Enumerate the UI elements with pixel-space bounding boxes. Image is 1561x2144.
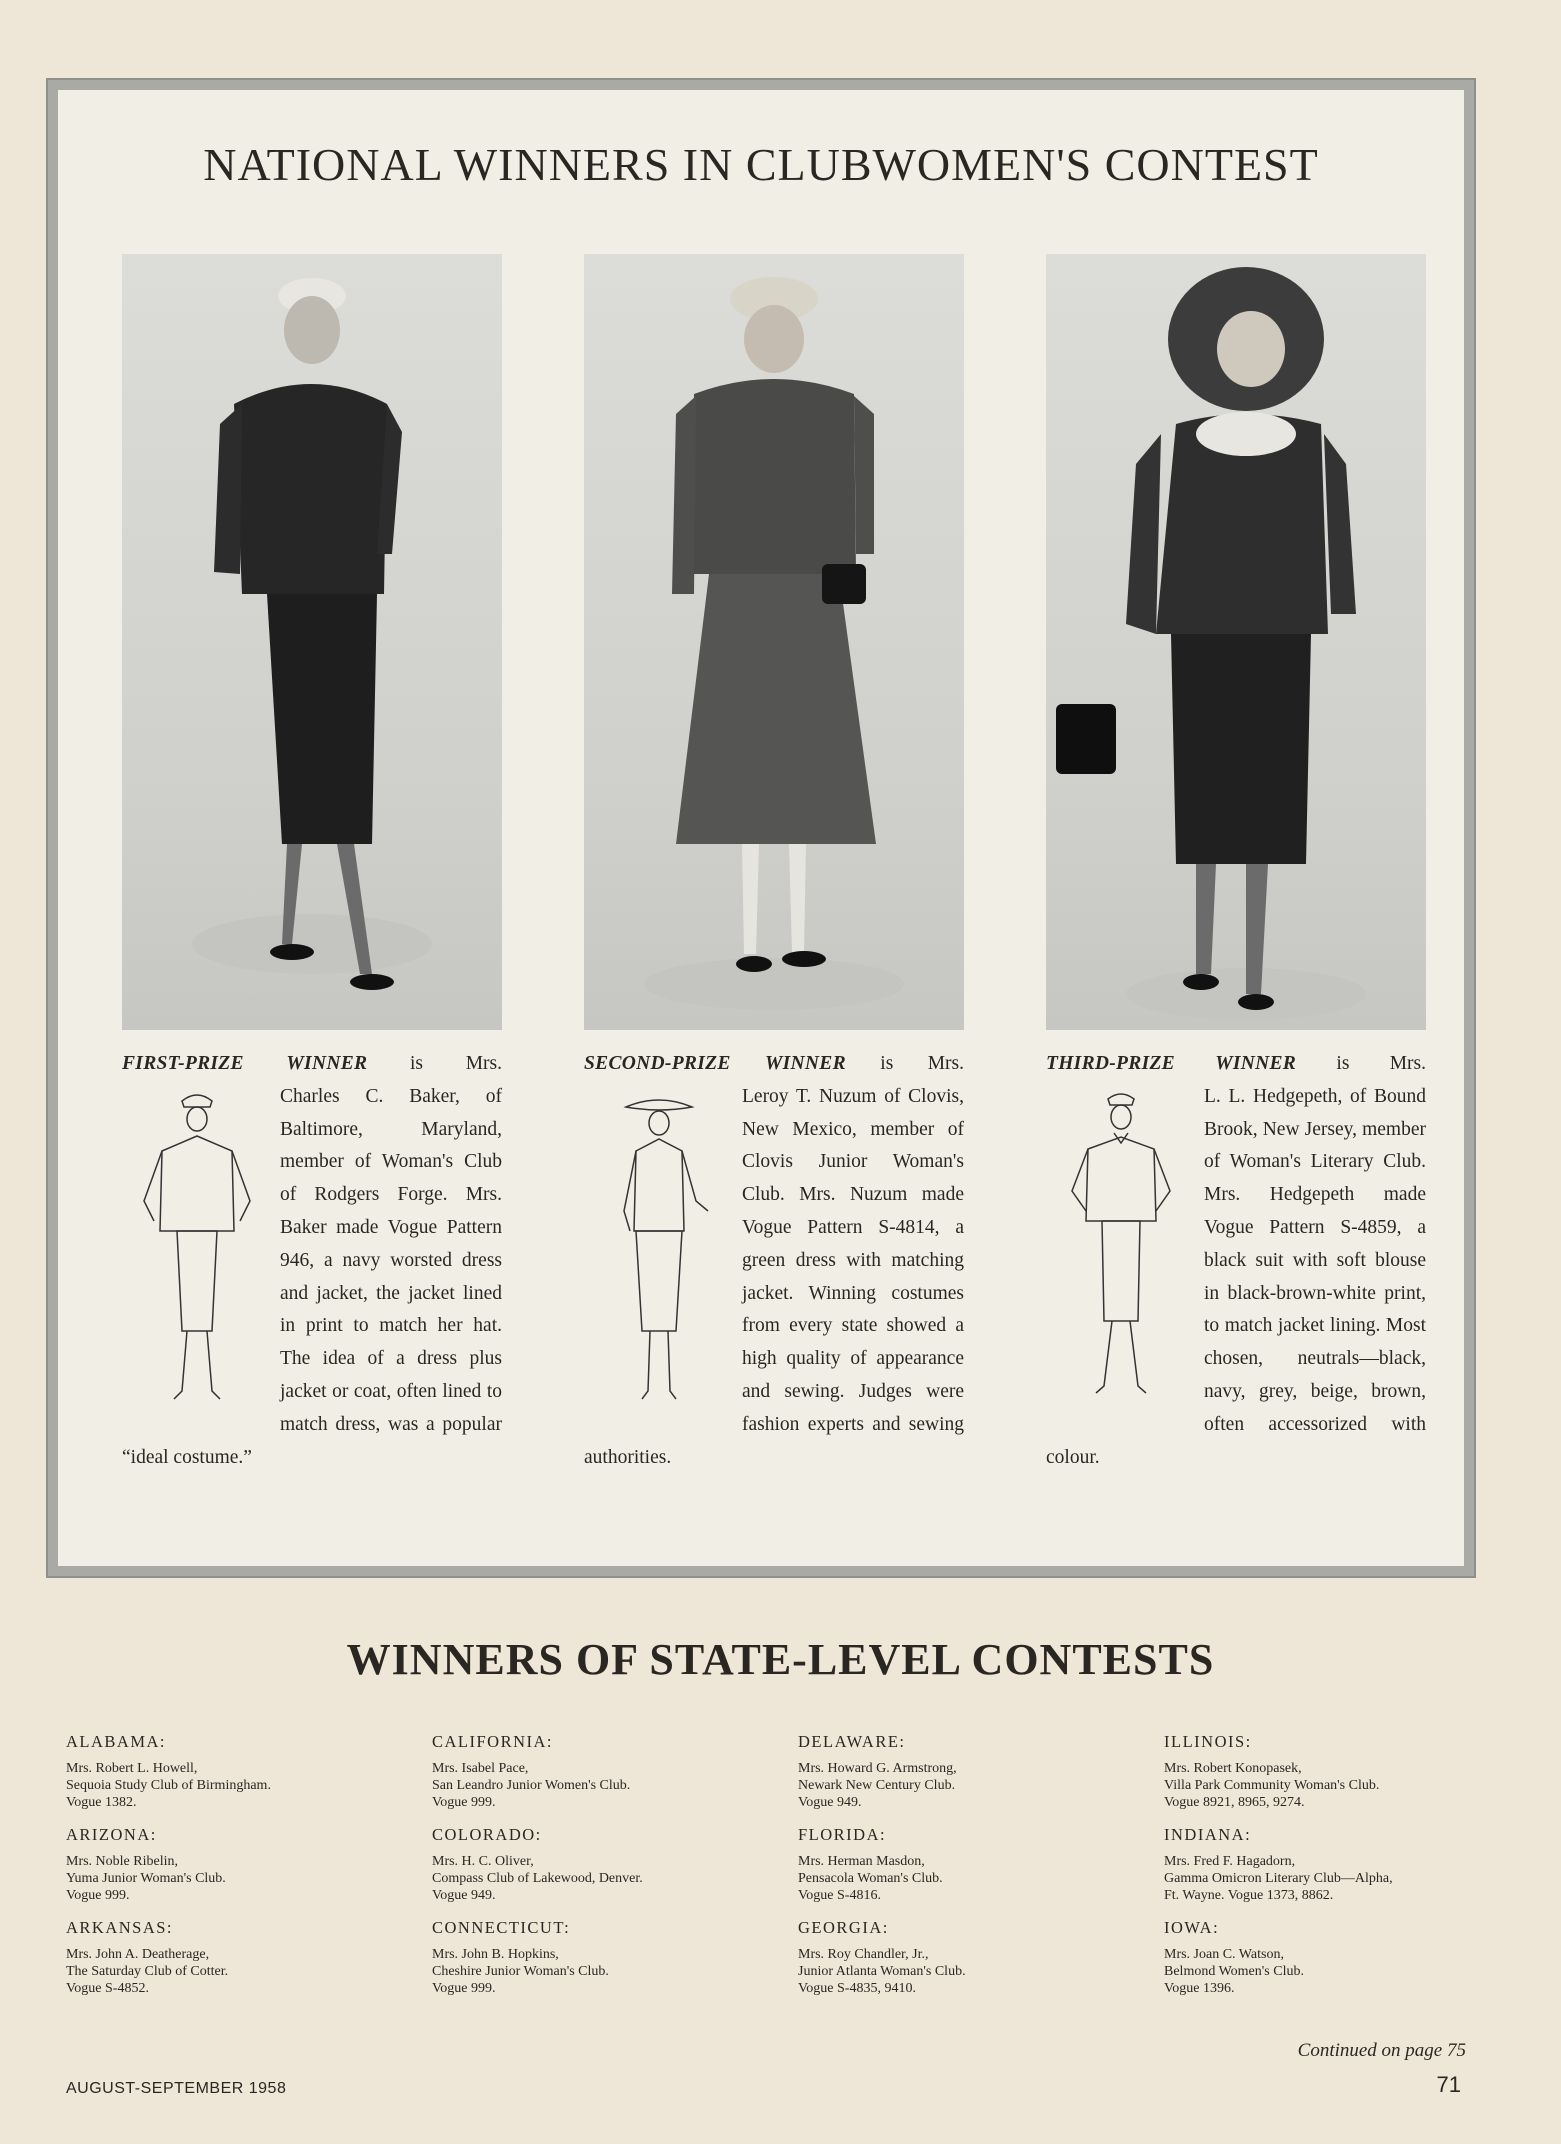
- state-line: Mrs. Joan C. Watson,: [1164, 1947, 1284, 1962]
- state-line: Sequoia Study Club of Birmingham.: [66, 1778, 271, 1793]
- state-line: Vogue S-4835, 9410.: [798, 1981, 916, 1996]
- state-entry: [66, 1825, 406, 1904]
- state-entry: [1164, 1918, 1504, 1997]
- third-prize-caption: [1046, 1048, 1426, 1474]
- second-prize-is: is Mrs.: [880, 1053, 965, 1074]
- state-line: Vogue 949.: [432, 1888, 496, 1903]
- state-line: Villa Park Community Woman's Club.: [1164, 1778, 1380, 1793]
- national-winners-panel: [58, 90, 1464, 1566]
- state-line: Vogue S-4852.: [66, 1981, 149, 1996]
- first-prize-heading: FIRST-PRIZE WINNER: [122, 1053, 368, 1074]
- state-line: Mrs. Fred F. Hagadorn,: [1164, 1854, 1296, 1869]
- state-line: Vogue 999.: [66, 1888, 130, 1903]
- state-line: Cheshire Junior Woman's Club.: [432, 1964, 609, 1979]
- state-line: Gamma Omicron Literary Club—Alpha,: [1164, 1871, 1393, 1886]
- state-name: DELAWARE:: [798, 1732, 906, 1751]
- state-line: Mrs. Robert L. Howell,: [66, 1761, 198, 1776]
- state-name: ALABAMA:: [66, 1732, 167, 1751]
- state-entry: [798, 1918, 1138, 1997]
- continued-note: Continued on page 75: [1297, 2040, 1466, 2061]
- first-prize-text: Charles C. Baker, of Baltimore, Maryland, member of Woman's Club of Rodgers Forge. Mrs. Baker made Vogue Pattern 946, a navy worsted dress and jacket, the jacket lined in print to match her hat. The idea of a dress plus jacket or coat, often lined to match dress, was a popular “ideal costume.”: [122, 1085, 502, 1468]
- third-prize-text: L. L. Hedgepeth, of Bound Brook, New Jersey, member of Woman's Literary Club. Mrs. Hedgepeth made Vogue Pattern S-4859, a black suit with soft blouse in black-brown-white print, to match jacket lining. Most chosen, neutrals—black, navy, grey, beige, brown, often accessorized with colour.: [1046, 1085, 1426, 1468]
- state-name: GEORGIA:: [798, 1918, 889, 1937]
- state-name: CONNECTICUT:: [432, 1918, 571, 1937]
- state-entry: [66, 1732, 406, 1811]
- state-name: INDIANA:: [1164, 1825, 1252, 1844]
- state-line: Belmond Women's Club.: [1164, 1964, 1304, 1979]
- state-entry: [1164, 1825, 1504, 1904]
- state-line: Vogue 1396.: [1164, 1981, 1235, 1996]
- state-line: Mrs. John B. Hopkins,: [432, 1947, 559, 1962]
- third-prize-sketch: [1046, 1081, 1196, 1411]
- state-line: The Saturday Club of Cotter.: [66, 1964, 229, 1979]
- state-entry: [432, 1918, 772, 1997]
- state-line: Vogue S-4816.: [798, 1888, 881, 1903]
- second-prize-text: Leroy T. Nuzum of Clovis, New Mexico, member of Clovis Junior Woman's Club. Mrs. Nuzum made Vogue Pattern S-4814, a green dress with matching jacket. Winning costumes from every state showed a high quality of appearance and sewing. Judges were fashion experts and sewing authorities.: [584, 1085, 964, 1468]
- state-name: IOWA:: [1164, 1918, 1220, 1937]
- state-name: ARKANSAS:: [66, 1918, 174, 1937]
- state-line: Vogue 1382.: [66, 1795, 137, 1810]
- third-prize-heading: THIRD-PRIZE WINNER: [1046, 1053, 1297, 1074]
- issue-date: AUGUST-SEPTEMBER 1958: [66, 2080, 287, 2097]
- state-column-4: [1164, 1732, 1504, 2011]
- state-entry: [66, 1918, 406, 1997]
- first-prize-caption: [122, 1048, 502, 1474]
- state-line: Mrs. Noble Ribelin,: [66, 1854, 178, 1869]
- state-line: Ft. Wayne. Vogue 1373, 8862.: [1164, 1888, 1334, 1903]
- state-column-3: [798, 1732, 1138, 2011]
- state-line: Vogue 999.: [432, 1981, 496, 1996]
- state-line: Mrs. John A. Deatherage,: [66, 1947, 210, 1962]
- state-line: Mrs. Robert Konopasek,: [1164, 1761, 1302, 1776]
- state-entry: [1164, 1732, 1504, 1811]
- state-column-1: [66, 1732, 406, 2011]
- state-name: CALIFORNIA:: [432, 1732, 554, 1751]
- first-prize-photo: [122, 254, 502, 1030]
- state-line: Vogue 8921, 8965, 9274.: [1164, 1795, 1305, 1810]
- state-line: Mrs. Isabel Pace,: [432, 1761, 529, 1776]
- state-column-2: [432, 1732, 772, 2011]
- state-line: Newark New Century Club.: [798, 1778, 956, 1793]
- state-line: Junior Atlanta Woman's Club.: [798, 1964, 966, 1979]
- state-entry: [432, 1732, 772, 1811]
- state-line: Mrs. Roy Chandler, Jr.,: [798, 1947, 929, 1962]
- state-line: Mrs. H. C. Oliver,: [432, 1854, 534, 1869]
- state-title: WINNERS OF STATE-LEVEL CONTESTS: [346, 1635, 1215, 1684]
- state-entry: [798, 1825, 1138, 1904]
- state-entry: [798, 1732, 1138, 1811]
- third-prize-is: is Mrs.: [1336, 1053, 1427, 1074]
- state-name: FLORIDA:: [798, 1825, 887, 1844]
- state-line: Pensacola Woman's Club.: [798, 1871, 943, 1886]
- state-line: Yuma Junior Woman's Club.: [66, 1871, 226, 1886]
- second-prize-sketch: [584, 1081, 734, 1411]
- national-title: NATIONAL WINNERS IN CLUBWOMEN'S CONTEST: [203, 139, 1319, 190]
- national-winners-frame: [46, 78, 1476, 1578]
- state-line: Mrs. Howard G. Armstrong,: [798, 1761, 957, 1776]
- state-line: Compass Club of Lakewood, Denver.: [432, 1871, 643, 1886]
- second-prize-heading: SECOND-PRIZE WINNER: [584, 1053, 846, 1074]
- first-prize-sketch: [122, 1081, 272, 1411]
- first-prize-is: is Mrs.: [410, 1053, 503, 1074]
- state-line: Mrs. Herman Masdon,: [798, 1854, 925, 1869]
- state-name: ILLINOIS:: [1164, 1732, 1252, 1751]
- third-prize-photo: [1046, 254, 1426, 1030]
- state-line: Vogue 999.: [432, 1795, 496, 1810]
- state-name: ARIZONA:: [66, 1825, 157, 1844]
- second-prize-photo: [584, 254, 964, 1030]
- state-entry: [432, 1825, 772, 1904]
- state-line: Vogue 949.: [798, 1795, 862, 1810]
- state-line: San Leandro Junior Women's Club.: [432, 1778, 631, 1793]
- page-number: 71: [1436, 2072, 1461, 2097]
- state-name: COLORADO:: [432, 1825, 542, 1844]
- second-prize-caption: [584, 1048, 964, 1474]
